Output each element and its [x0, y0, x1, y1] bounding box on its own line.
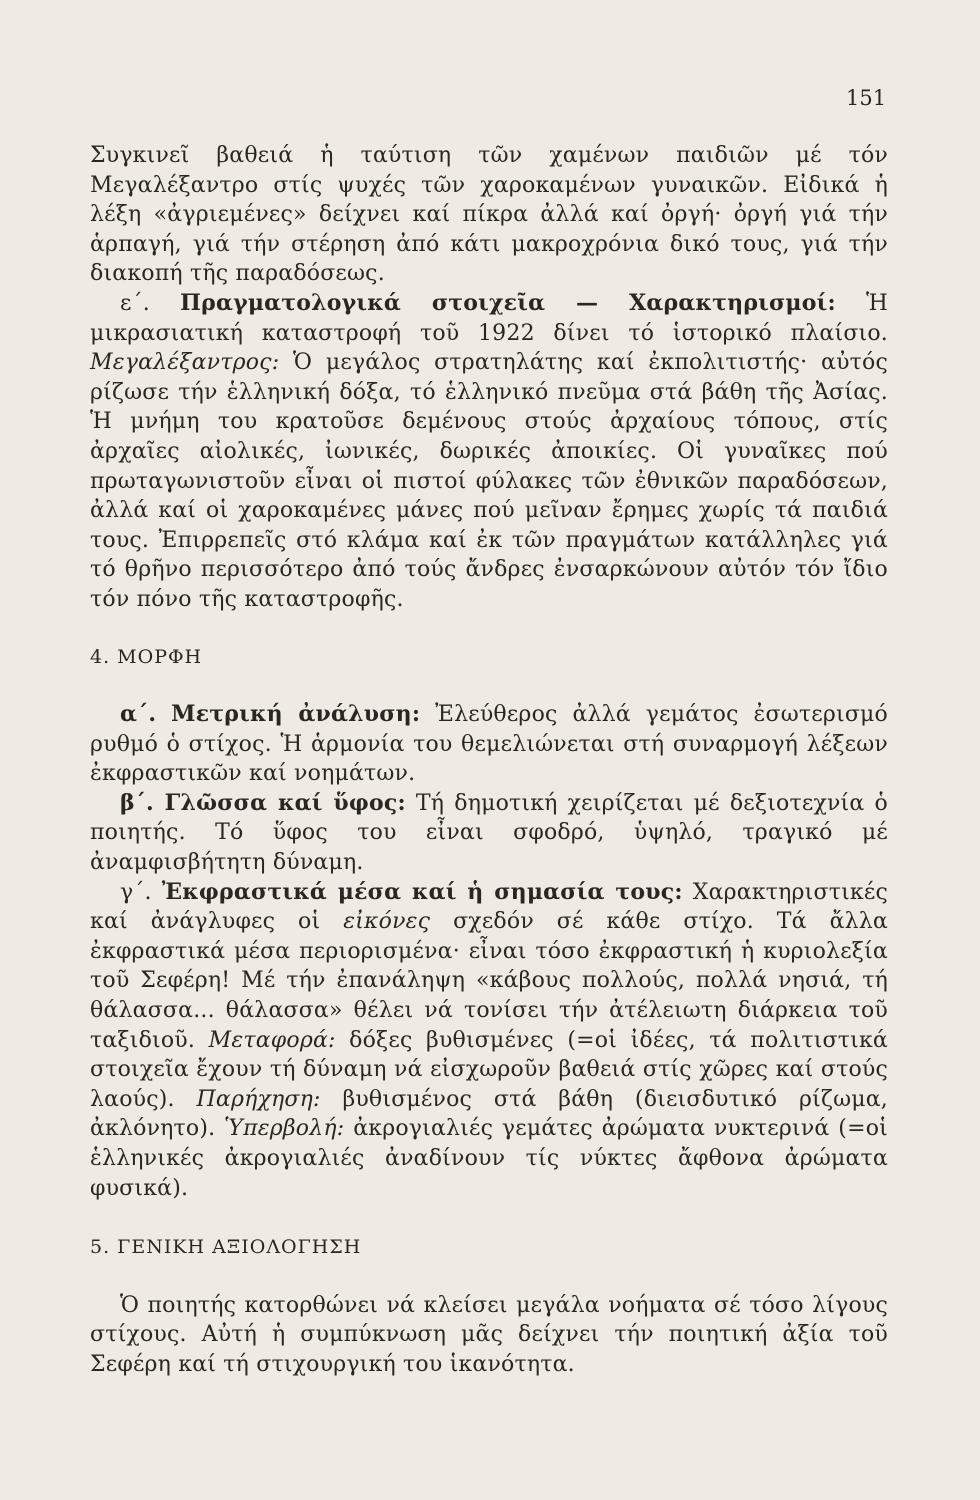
paragraph-text: Χαρακτηριστικές καί ἀνάγλυφες οἱ: [90, 879, 888, 935]
paragraph-historical: [90, 289, 888, 615]
section-letter: ε΄.: [120, 290, 150, 316]
term-label: Παρήχηση:: [196, 1086, 321, 1112]
term-label: Ὑπερβολή:: [224, 1116, 345, 1142]
subsection-title: Πραγματολογικά στοιχεῖα — Χαρακτηρισμοί:: [180, 289, 836, 316]
paragraph-text: Ἐλεύθερος ἀλλά γεμάτος ἐσωτερισμό ρυθμό ὁ στίχος. Ἡ ἁρμονία του θεμελιώνεται στή συναρμογή λέξεων ἐκφραστικῶν καί νοημάτων.: [90, 702, 888, 787]
section-letter: γ΄.: [120, 879, 152, 905]
subsection-title: Μετρική ἀνάλυση:: [171, 701, 421, 728]
paragraph-text: βυθισμένος στά βάθη (διεισδυτικό ρίζωμα, ἀκλόνητο).: [90, 1086, 888, 1142]
body-text: [90, 141, 888, 1380]
paragraph-text: ἀκρογιαλιές γεμάτες ἀρώματα νυκτερινά (=οἱ ἑλληνικές ἀκρογιαλιές ἀναδίνουν τίς νύκτες ἄφθονα ἀρώματα φυσικά).: [90, 1116, 888, 1201]
section-letter: α΄.: [120, 701, 157, 728]
paragraph-text: σχεδόν σέ κάθε στίχο. Τά ἄλλα ἐκφραστικά μέσα περιορισμένα· εἶναι τόσο ἐκφραστική ἡ κυριολεξία τοῦ Σεφέρη! Μέ τήν ἐπανάληψη «κάβους πολλούς, πολλά νησιά, τή θάλασσα... θάλασσα» θέλει νά τονίσει τήν ἀτέλειωτη διάρκεια τοῦ ταξιδιοῦ.: [90, 909, 888, 1053]
paragraph-text: Ὁ μεγάλος στρατηλάτης καί ἐκπολιτιστής· αὐτός ρίζωσε τήν ἑλληνική δόξα, τό ἑλληνικό πνεῦμα στά βάθη τῆς Ἀσίας. Ἡ μνήμη του κρατοῦσε δεμένους στούς ἀρχαίους τόπους, στίς ἀρχαῖες αἰολικές, ἰωνικές, δωρικές ἀποικίες. Οἱ γυναῖκες πού πρωταγωνιστοῦν εἶναι οἱ πιστοί φύλακες τῶν ἐθνικῶν παραδόσεων, ἀλλά καί οἱ χαροκαμένες μάνες πού μεῖναν ἔρημες χωρίς τά παιδιά τους. Ἐπιρρεπεῖς στό κλάμα καί ἐκ τῶν πραγμάτων κατάλληλες γιά τό θρῆνο περισσότερο ἀπό τούς ἄνδρες ἐνσαρκώνουν αὐτόν τόν ἴδιο τόν πόνο τῆς καταστροφῆς.: [90, 350, 888, 612]
term-label: Μεταφορά:: [208, 1027, 336, 1053]
subsection-title: β΄. Γλῶσσα καί ὕφος:: [120, 789, 406, 816]
term-label: Μεγαλέξαντρος:: [90, 350, 280, 376]
subsection-title: Ἐκφραστικά μέσα καί ἡ σημασία τους:: [161, 878, 683, 905]
paragraph-text: Ἡ μικρασιατική καταστροφή τοῦ 1922 δίνει τό ἱστορικό πλαίσιο.: [90, 290, 888, 346]
paragraph-intro: [90, 141, 888, 289]
paragraph-conclusion: [90, 1291, 888, 1380]
paragraph-expressive: [90, 878, 888, 1204]
paragraph-text: Τή δημοτική χειρίζεται μέ δεξιοτεχνία ὁ ποιητής. Τό ὕφος του εἶναι σφοδρό, ὑψηλό, τραγικό μέ ἀναμφισβήτητη δύναμη.: [90, 790, 888, 876]
paragraph-metric: [90, 700, 888, 789]
page-number: 151: [846, 86, 887, 110]
paragraph-language: [90, 789, 888, 878]
section-heading-form: 4. ΜΟΡΦΗ: [90, 645, 203, 668]
paragraph-text: Ὁ ποιητής κατορθώνει νά κλείσει μεγάλα νοήματα σέ τόσο λίγους στίχους. Αὐτή ἡ συμπύκνωση μᾶς δείχνει τήν ποιητική ἀξία τοῦ Σεφέρη καί τή στιχουργική του ἱκανότητα.: [90, 1292, 888, 1377]
section-heading-evaluation: 5. ΓΕΝΙΚΗ ΑΞΙΟΛΟΓΗΣΗ: [90, 1236, 362, 1259]
paragraph-intro-text: Συγκινεῖ βαθειά ἡ ταύτιση τῶν χαμένων παιδιῶν μέ τόν Μεγαλέξαντρο στίς ψυχές τῶν χαροκαμένων γυναικῶν. Εἰδικά ἡ λέξη «ἀγριεμένες» δείχνει καί πίκρα ἀλλά καί ὀργή· ὀργή γιά τήν ἁρπαγή, γιά τήν στέρηση ἀπό κάτι μακροχρόνια δικό τους, γιά τήν διακοπή τῆς παραδόσεως.: [90, 143, 888, 287]
paragraph-text: δόξες βυθισμένες (=οἱ ἰδέες, τά πολιτιστικά στοιχεῖα ἔχουν τή δύναμη νά εἰσχωροῦν βαθειά στίς χῶρες καί στούς λαούς).: [90, 1027, 888, 1112]
term-label: εἰκόνες: [343, 909, 431, 935]
